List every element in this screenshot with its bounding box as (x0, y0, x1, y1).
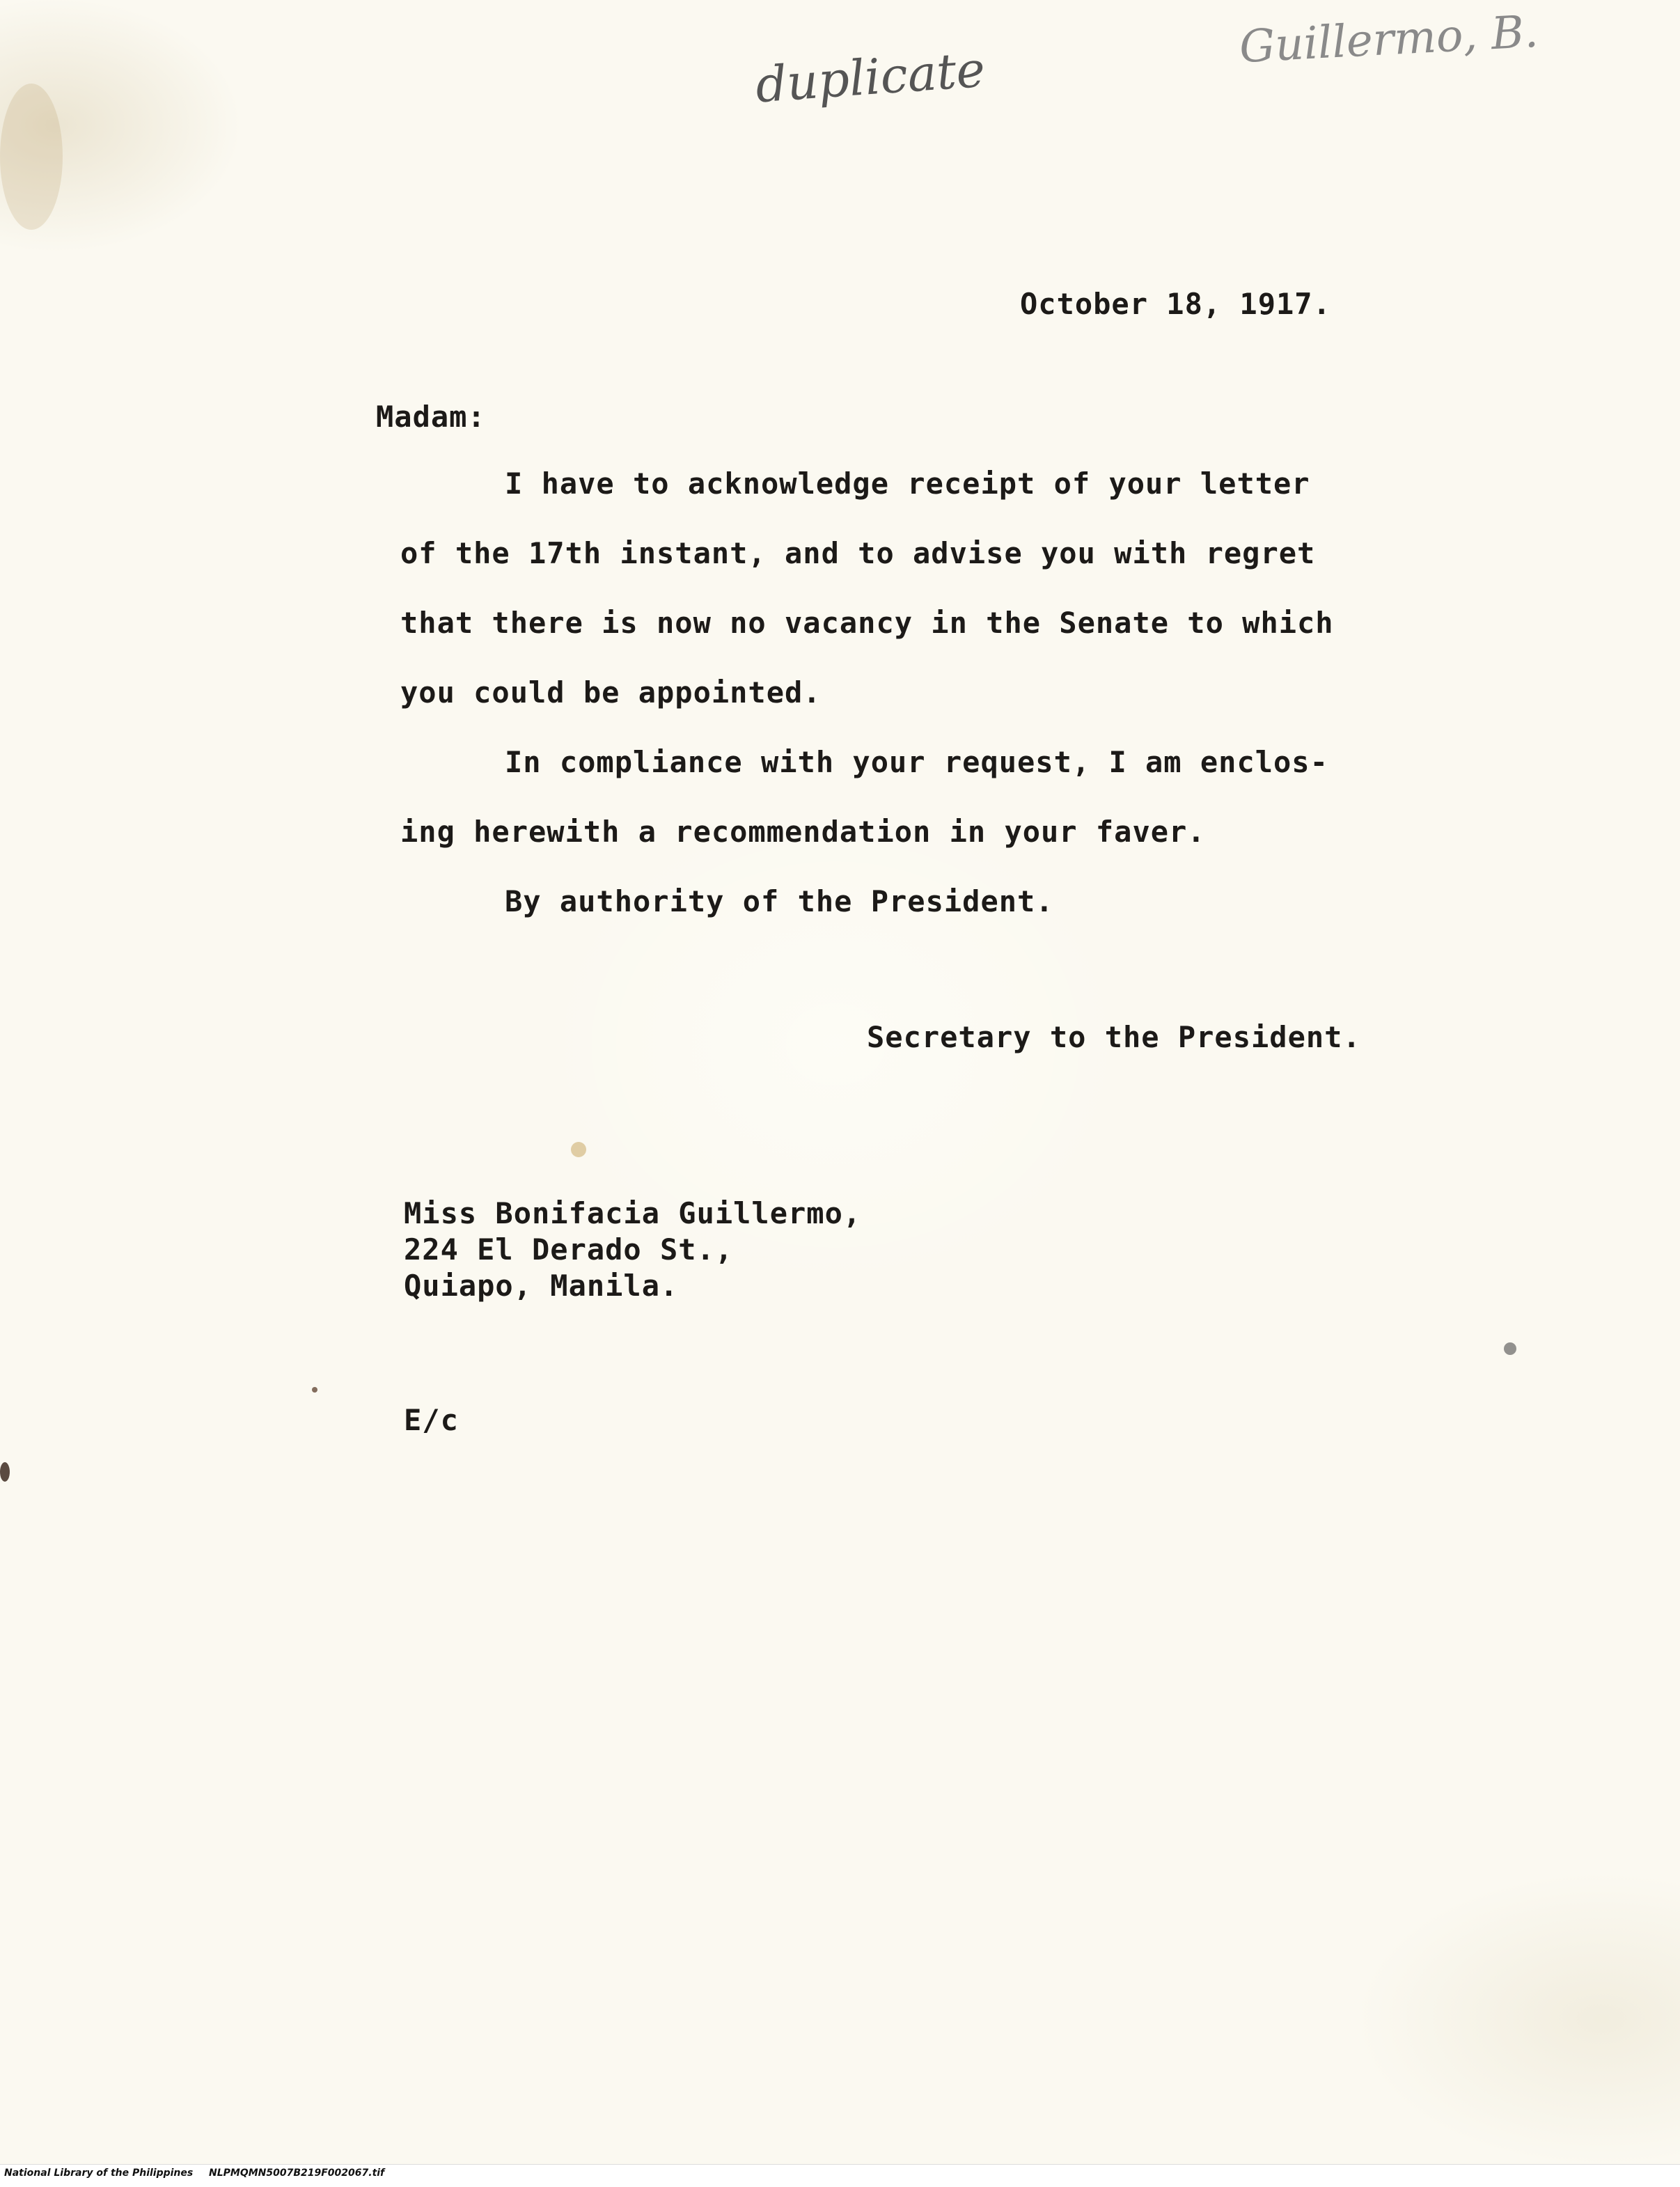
address-line-3: Quiapo, Manila. (404, 1269, 679, 1303)
paper-stain (571, 1142, 586, 1157)
paper-stain (1504, 1342, 1516, 1355)
handwritten-duplicate-note: duplicate (753, 40, 987, 114)
paragraph-1-line-2: of the 17th instant, and to advise you with regret (400, 536, 1316, 570)
paragraph-1-line-4: you could be appointed. (400, 675, 822, 710)
paper-stain (0, 1462, 10, 1482)
typist-initials: E/c (404, 1403, 459, 1437)
address-line-1: Miss Bonifacia Guillermo, (404, 1196, 862, 1230)
address-line-2: 224 El Derado St., (404, 1232, 734, 1267)
handwritten-name-note: Guillermo, B. (1238, 6, 1540, 74)
paper-stain (312, 1387, 317, 1393)
letter-date: October 18, 1917. (1020, 287, 1331, 321)
paragraph-1-line-3: that there is now no vacancy in the Senate to which (400, 606, 1334, 640)
paper-stain (0, 84, 63, 230)
paragraph-2-line-1: In compliance with your request, I am enclos- (505, 745, 1328, 779)
letter-salutation: Madam: (376, 400, 486, 434)
paragraph-1-line-1: I have to acknowledge receipt of your letter (505, 467, 1310, 501)
footer-library-name: National Library of the Philippines (4, 2168, 194, 2179)
footer-file-id: NLPMQMN5007B219F002067.tif (209, 2168, 385, 2179)
paragraph-2-line-2: ing herewith a recommendation in your faver. (400, 815, 1206, 849)
signature-line: Secretary to the President. (867, 1020, 1361, 1054)
paragraph-3: By authority of the President. (505, 884, 1054, 918)
